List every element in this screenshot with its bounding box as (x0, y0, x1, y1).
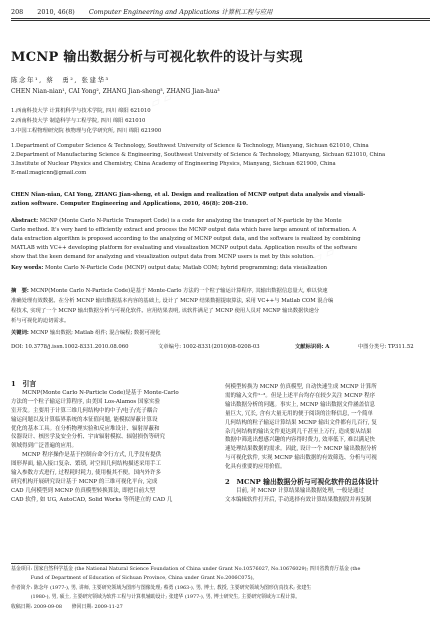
abstract-cn-line: 析与可视化的迫切需求。 (11, 318, 70, 324)
body-line: 化具有重要的应用价值。 (225, 464, 286, 471)
body-line: 输出数据分析的问题。事实上, MCNP 输出数据文件涵盖信息 (225, 401, 376, 408)
footnote-author-bio: 作者简介: 陈念年 (1977-), 男, 讲师, 主要研究领域为图形与图像处理; 蔡勇 (1963-), 男, 博士, 教授, 主要研究领域为图形仿真技术; 张建生 (11, 585, 312, 591)
watermark-pattern: ▱ ▱ ▱ (88, 463, 127, 491)
footnote-funding: 基金项目: 国家自然科学基金 (the National Natural Science Foundation of China under Grant No.10576027, No.10676029); 四川省教育厅基金 (the (11, 566, 361, 572)
citation-line: zation software. Computer Engineering and Applications, 2010, 46(8): 208-210. (11, 201, 248, 207)
body-line: 几何结构的粒子输运计算结果 MCNP 输出文件都有几百行, 复 (225, 419, 377, 426)
abstract-en-line: Carlo method. It's very hard to efficiently extract and process the MCNP output data which have large amount of information. A (11, 227, 357, 233)
footnote-funding: Fund of Department of Education of Sichuan Province, China under Grant No.2006C075)。 (11, 575, 258, 581)
issue-info: 2010, 46(8) (37, 8, 75, 16)
affiliation-en: 1.Department of Computer Science & Technology, Southwest University of Science & Technology, Mianyang, Sichuan 621010, China (11, 143, 369, 149)
footnote-author-bio: (1980-), 男, 硕士, 主要研究领域为软件工程与计算机辅助设计; 张建华 (1977-), 男, 博士研究生, 主要研究领域为工程计算。 (11, 594, 301, 600)
body-line: 何模型转换为 MCNP 仿真模型, 自动快速生成 MCNP 计算所 (225, 384, 377, 390)
body-line: 优化的基本工具。在分析物理实验和反应堆设计、辐射屏蔽和 (11, 425, 160, 432)
keywords-cn-label: 关键词: (11, 330, 29, 336)
body-line: 图形界面, 输入接口复杂、繁琐, 对空间几何结构描述采用手工 (11, 461, 161, 468)
body-line: 杂几何结构的输出文件更达到几千甚至上万行, 造成要从结果 (225, 428, 372, 435)
page-number: 208 (11, 8, 24, 16)
body-line: 目前, 对 MCNP 计算结果输出数据处理, 一般是通过 (225, 487, 364, 494)
body-line: 与可视化软件, 实现 MCNP 输出数据的有效筛选、分析与可视 (225, 455, 377, 462)
body-line: CAD 几何模型到 MCNP 仿真模型转换算法, 即把目前大型 (11, 487, 156, 494)
body-line: 需的输入文件¹⁻³。但是上述平台均存在较少关注 MCNP 程序 (225, 392, 376, 399)
keywords-cn: 关键词: MCNP 输出数据; Matlab 组件; 混合编程; 数据可视化 (11, 330, 161, 336)
body-line: MCNP(Monte Carlo N-Particle Code)是基于 Monte-Carlo (11, 389, 179, 396)
classification-number: 中图分类号: TP311.52 (358, 344, 414, 350)
footnote-dates: 收稿日期: 2009-09-08 修回日期: 2009-11-27 (11, 604, 123, 610)
body-line: 数据中筛选出想感兴趣的内容得时费力, 效率低下, 难以满足快 (225, 437, 375, 444)
body-line: 方法的一个粒子输运计算程序, 由美国 Los-Alamos 国家实验 (11, 398, 160, 405)
body-line: MCNP 程序操作是基于控制台命令行方式, 几乎没有提供 (11, 452, 162, 459)
author-email: E-mail:magicnn@gmail.com (11, 170, 87, 176)
keywords-en-label: Key words: (11, 265, 44, 271)
watermark-pattern: ▱ ▱ ▱ (148, 83, 187, 111)
body-line: 仪器设计、核医学及安全分析、宇宙辐射模拟、辐射损伤等研究 (11, 434, 166, 441)
body-line: 文本编辑软件打开后, 手动选择有效计算结果数据段并再复制 (225, 496, 372, 503)
abstract-cn-label: 摘 要: (11, 288, 29, 294)
abstract-en-line: data extraction algorithm is proposed according to the analyzing of MCNP output data, and the software is realized by combining (11, 236, 361, 242)
body-line: 输运问题以及计算临界系统的本征值问题, 能模拟屏蔽计算设 (11, 416, 158, 423)
footnote-rule (11, 563, 151, 564)
document-code: 文献标识码: A (295, 344, 330, 350)
right-column (225, 383, 430, 505)
article-number: 文章编号: 1002-8331(2010)08-0208-03 (158, 344, 260, 350)
journal-name: Computer Engineering and Applications 计算机工程与应用 (88, 8, 273, 16)
keywords-en: Key words: Monte Carlo N-Particle Code (MCNP) output data; Matlab COM; hybrid programming; data visualization (11, 265, 328, 271)
body-line: 室开发。主要用于计算三维几何结构中的中子/电子/光子耦合 (11, 407, 158, 414)
header-rule (11, 20, 430, 21)
watermark-pattern: ▱ ▱ ▱ (298, 243, 337, 271)
section-heading: 1 引言 (11, 380, 37, 388)
affiliation-en: 3.Institute of Nuclear Physics and Chemistry, China Academy of Engineering Physics, Mianyang, Sichuan 621900, China (11, 161, 336, 167)
abstract-cn-line: 程技术, 实现了一个 MCNP 输出数据分析与可视化软件。应用结果表明, 该软件满足了 MCNP 使用人员对 MCNP 输出数据快速分 (11, 308, 320, 314)
doi-line: DOI: 10.3778/j.issn.1002-8331.2010.08.060 (11, 344, 129, 350)
affiliation-cn: 2.西南科技大学 制造科学与工程学院, 四川 绵阳 621010 (11, 118, 146, 124)
abstract-cn-line: 摘 要: MCNP(Monte Carlo N-Particle Code)是基于 Monte-Carlo 方法的一个粒子输运计算程序, 其输出数据信息量大, 难以快速 (11, 288, 328, 294)
body-line: 研究机构开展研究设计基于 MCNP 的三维可视化平台, 完成 (11, 478, 158, 485)
abstract-en-line: Abstract: MCNP (Monte Carlo N-Particle Transport Code) is a code for analyzing the transport of N-particle by the Monte (11, 218, 342, 224)
left-column (11, 380, 216, 505)
body-line: 量巨大, 冗长, 含有大量无用的便于阅读的注释信息, 一个简单 (225, 410, 373, 417)
authors-en: CHEN Nian-nian¹, CAI Yong², ZHANG Jian-sheng³, ZHANG Jian-hua³ (11, 88, 220, 95)
paper-title: MCNP 输出数据分析与可视化软件的设计与实现 (11, 50, 303, 65)
authors-cn: 陈念年¹, 蔡 勇², 张建华³ (11, 76, 110, 84)
abstract-cn-line: 准确处理有效数据。在分析 MCNP 输出数据基本内容的基础上, 设计了 MCNP 结果数据提取算法, 采用 VC++与 Matlab COM 混合编 (11, 298, 334, 304)
affiliation-cn: 3.中国工程物理研究院 核物理与化学研究所, 四川 绵阳 621900 (11, 128, 162, 134)
section-heading: 2 MCNP 输出数据分析与可视化软件的总体设计 (225, 478, 379, 487)
body-line: 速处理结果数据的需求。因此, 设计一个 MCNP 输出数据分析 (225, 446, 377, 453)
header-rule (11, 18, 430, 19)
affiliation-cn: 1.西南科技大学 计算机科学与技术学院, 四川 绵阳 621010 (11, 108, 151, 114)
abstract-en-line: show that the keen demand for analyzing and visualization output data from MCNP users is met by this solution. (11, 254, 315, 260)
body-line: 输入参数方式进行, 过程耗时耗力, 使用极其不便。国内外许多 (11, 470, 161, 477)
citation-line: CHEN Nian-nian, CAI Yong, ZHANG Jian-sheng, et al. Design and realization of MCNP output data analysis and visuali- (11, 192, 366, 198)
body-line: CAD 软件, 如 UG, AutoCAD, Solid Works 等所建立的 CAD 几 (11, 496, 173, 503)
affiliation-en: 2.Department of Manufacturing Science & Engineering, Southwest University of Science & Technology, Mianyang, Sichuan 621010, China (11, 152, 386, 158)
body-line: 领域得到广泛普遍的应用。 (11, 443, 78, 450)
abstract-en-line: MATLAB with VC++ developing platform for evaluating and visualization MCNP output data. Application results of the software (11, 245, 358, 251)
abstract-en-label: Abstract: (11, 218, 39, 224)
